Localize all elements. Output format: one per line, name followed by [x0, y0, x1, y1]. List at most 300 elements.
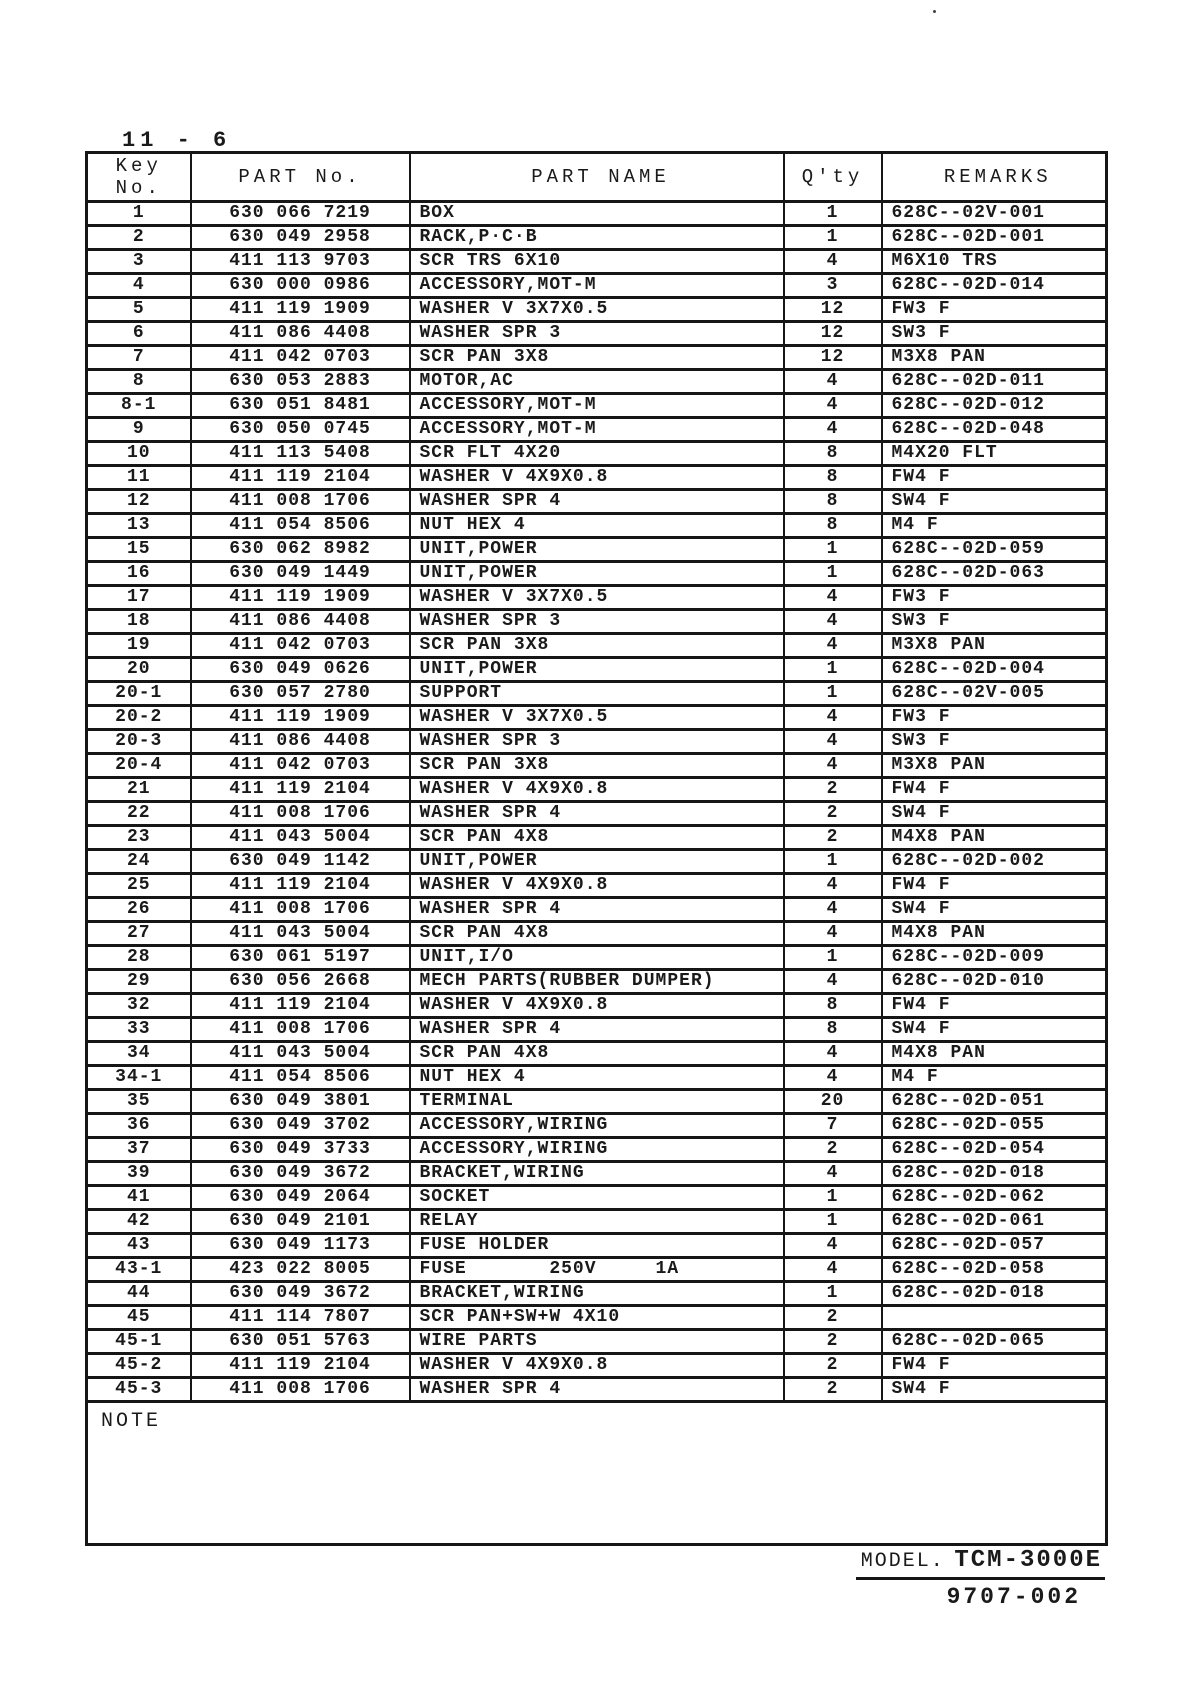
cell-part-name: NUT HEX 4: [410, 514, 784, 538]
cell-key-no: 45-1: [87, 1330, 191, 1354]
model-label: MODEL.: [860, 1550, 945, 1573]
cell-part-no: 630 057 2780: [191, 682, 410, 706]
cell-key-no: 17: [87, 586, 191, 610]
cell-part-name: ACCESSORY,MOT-M: [410, 274, 784, 298]
cell-remarks: M3X8 PAN: [882, 634, 1107, 658]
cell-part-no: 411 043 5004: [191, 826, 410, 850]
cell-qty: 1: [784, 226, 882, 250]
cell-part-no: 630 000 0986: [191, 274, 410, 298]
cell-part-name: WASHER V 4X9X0.8: [410, 778, 784, 802]
cell-qty: 1: [784, 538, 882, 562]
cell-part-no: 630 066 7219: [191, 202, 410, 226]
table-row: [87, 1042, 1107, 1066]
cell-qty: 4: [784, 970, 882, 994]
table-row: [87, 610, 1107, 634]
cell-qty: 1: [784, 946, 882, 970]
cell-remarks: 628C--02V-001: [882, 202, 1107, 226]
cell-key-no: 10: [87, 442, 191, 466]
cell-key-no: 15: [87, 538, 191, 562]
cell-qty: 1: [784, 850, 882, 874]
table-row: [87, 1066, 1107, 1090]
table-row: [87, 1354, 1107, 1378]
cell-part-no: 411 114 7807: [191, 1306, 410, 1330]
cell-key-no: 26: [87, 898, 191, 922]
cell-qty: 4: [784, 1066, 882, 1090]
cell-qty: 4: [784, 370, 882, 394]
cell-part-name: SCR PAN 4X8: [410, 922, 784, 946]
cell-part-name: SCR PAN 4X8: [410, 826, 784, 850]
column-header: Key No.: [87, 153, 191, 202]
table-row: [87, 970, 1107, 994]
cell-qty: 4: [784, 754, 882, 778]
cell-remarks: 628C--02D-018: [882, 1162, 1107, 1186]
cell-key-no: 13: [87, 514, 191, 538]
table-row: [87, 490, 1107, 514]
cell-qty: 4: [784, 922, 882, 946]
cell-part-no: 411 008 1706: [191, 898, 410, 922]
cell-remarks: 628C--02D-057: [882, 1234, 1107, 1258]
cell-part-name: WASHER V 3X7X0.5: [410, 298, 784, 322]
cell-remarks: 628C--02D-012: [882, 394, 1107, 418]
cell-qty: 4: [784, 706, 882, 730]
cell-qty: 8: [784, 466, 882, 490]
cell-part-name: WASHER V 4X9X0.8: [410, 874, 784, 898]
cell-qty: 4: [784, 394, 882, 418]
cell-part-no: 630 051 5763: [191, 1330, 410, 1354]
cell-part-name: ACCESSORY,WIRING: [410, 1114, 784, 1138]
table-row: [87, 682, 1107, 706]
table-row: [87, 1210, 1107, 1234]
cell-remarks: SW4 F: [882, 898, 1107, 922]
cell-remarks: M4X8 PAN: [882, 826, 1107, 850]
cell-part-no: 411 119 2104: [191, 994, 410, 1018]
cell-part-name: BRACKET,WIRING: [410, 1162, 784, 1186]
cell-qty: 1: [784, 682, 882, 706]
cell-part-no: 411 008 1706: [191, 1378, 410, 1402]
table-row: [87, 1186, 1107, 1210]
cell-qty: 8: [784, 994, 882, 1018]
cell-key-no: 5: [87, 298, 191, 322]
cell-part-no: 630 049 0626: [191, 658, 410, 682]
cell-key-no: 12: [87, 490, 191, 514]
cell-part-name: WASHER SPR 4: [410, 1378, 784, 1402]
cell-qty: 8: [784, 490, 882, 514]
cell-remarks: 628C--02D-065: [882, 1330, 1107, 1354]
cell-part-name: SCR PAN 4X8: [410, 1042, 784, 1066]
cell-qty: 12: [784, 322, 882, 346]
table-row: [87, 394, 1107, 418]
cell-remarks: M4X8 PAN: [882, 1042, 1107, 1066]
cell-key-no: 7: [87, 346, 191, 370]
cell-remarks: SW4 F: [882, 1018, 1107, 1042]
cell-qty: 4: [784, 1234, 882, 1258]
cell-part-no: 411 042 0703: [191, 346, 410, 370]
cell-remarks: 628C--02D-014: [882, 274, 1107, 298]
cell-remarks: 628C--02D-055: [882, 1114, 1107, 1138]
cell-qty: 4: [784, 1162, 882, 1186]
cell-qty: 2: [784, 1306, 882, 1330]
cell-part-no: 411 119 2104: [191, 778, 410, 802]
table-row: [87, 370, 1107, 394]
cell-key-no: 16: [87, 562, 191, 586]
cell-qty: 4: [784, 730, 882, 754]
cell-remarks: FW3 F: [882, 706, 1107, 730]
table-row: [87, 994, 1107, 1018]
cell-part-name: TERMINAL: [410, 1090, 784, 1114]
cell-key-no: 20-3: [87, 730, 191, 754]
cell-part-no: 411 119 1909: [191, 586, 410, 610]
table-row: [87, 874, 1107, 898]
table-row: [87, 346, 1107, 370]
cell-part-name: FUSE HOLDER: [410, 1234, 784, 1258]
cell-part-no: 630 050 0745: [191, 418, 410, 442]
cell-qty: 4: [784, 1258, 882, 1282]
cell-key-no: 20-4: [87, 754, 191, 778]
cell-part-no: 411 119 2104: [191, 466, 410, 490]
cell-remarks: FW4 F: [882, 874, 1107, 898]
cell-key-no: 45: [87, 1306, 191, 1330]
cell-remarks: 628C--02D-063: [882, 562, 1107, 586]
cell-part-name: UNIT,POWER: [410, 850, 784, 874]
cell-qty: 4: [784, 1042, 882, 1066]
cell-key-no: 45-2: [87, 1354, 191, 1378]
cell-key-no: 11: [87, 466, 191, 490]
table-row: [87, 1090, 1107, 1114]
cell-part-no: 411 119 2104: [191, 1354, 410, 1378]
cell-qty: 20: [784, 1090, 882, 1114]
cell-qty: 7: [784, 1114, 882, 1138]
table-row: [87, 1282, 1107, 1306]
scan-speck: [933, 10, 936, 13]
cell-part-name: ACCESSORY,MOT-M: [410, 418, 784, 442]
cell-key-no: 18: [87, 610, 191, 634]
table-row: [87, 1258, 1107, 1282]
cell-part-no: 411 086 4408: [191, 610, 410, 634]
cell-part-name: WASHER SPR 4: [410, 1018, 784, 1042]
table-row: [87, 298, 1107, 322]
column-header: REMARKS: [882, 153, 1107, 202]
cell-remarks: SW3 F: [882, 322, 1107, 346]
cell-part-no: 630 053 2883: [191, 370, 410, 394]
cell-remarks: 628C--02D-058: [882, 1258, 1107, 1282]
cell-key-no: 43: [87, 1234, 191, 1258]
cell-part-no: 411 119 1909: [191, 706, 410, 730]
table-row: [87, 706, 1107, 730]
cell-remarks: M4X8 PAN: [882, 922, 1107, 946]
cell-remarks: M6X10 TRS: [882, 250, 1107, 274]
cell-remarks: 628C--02D-011: [882, 370, 1107, 394]
table-row: [87, 418, 1107, 442]
table-row: [87, 658, 1107, 682]
table-row: [87, 754, 1107, 778]
cell-qty: 2: [784, 1354, 882, 1378]
cell-key-no: 21: [87, 778, 191, 802]
cell-qty: 1: [784, 658, 882, 682]
cell-remarks: M3X8 PAN: [882, 346, 1107, 370]
cell-part-name: WASHER V 4X9X0.8: [410, 466, 784, 490]
cell-part-name: SCR PAN 3X8: [410, 754, 784, 778]
cell-part-no: 411 042 0703: [191, 634, 410, 658]
table-row: [87, 922, 1107, 946]
cell-part-no: 630 049 3733: [191, 1138, 410, 1162]
cell-qty: 4: [784, 586, 882, 610]
cell-part-no: 630 051 8481: [191, 394, 410, 418]
cell-remarks: 628C--02D-001: [882, 226, 1107, 250]
table-row: [87, 946, 1107, 970]
cell-key-no: 23: [87, 826, 191, 850]
cell-part-name: BRACKET,WIRING: [410, 1282, 784, 1306]
cell-part-name: SCR PAN 3X8: [410, 634, 784, 658]
note-cell: NOTE: [87, 1402, 1107, 1545]
cell-part-no: 630 049 3672: [191, 1282, 410, 1306]
note-row: [87, 1402, 1107, 1545]
cell-key-no: 20-2: [87, 706, 191, 730]
table-row: [87, 730, 1107, 754]
cell-part-name: SUPPORT: [410, 682, 784, 706]
cell-part-no: 630 049 1142: [191, 850, 410, 874]
cell-remarks: 628C--02D-061: [882, 1210, 1107, 1234]
cell-part-name: WASHER SPR 3: [410, 610, 784, 634]
table-row: [87, 634, 1107, 658]
cell-part-no: 411 008 1706: [191, 490, 410, 514]
cell-qty: 12: [784, 298, 882, 322]
cell-remarks: FW4 F: [882, 994, 1107, 1018]
cell-part-no: 630 049 3672: [191, 1162, 410, 1186]
cell-remarks: 628C--02D-018: [882, 1282, 1107, 1306]
cell-key-no: 8: [87, 370, 191, 394]
cell-part-name: WASHER SPR 4: [410, 490, 784, 514]
cell-qty: 2: [784, 1378, 882, 1402]
cell-remarks: SW4 F: [882, 490, 1107, 514]
cell-key-no: 44: [87, 1282, 191, 1306]
cell-key-no: 24: [87, 850, 191, 874]
cell-part-no: 630 049 2101: [191, 1210, 410, 1234]
table-row: [87, 1162, 1107, 1186]
cell-part-name: WASHER V 4X9X0.8: [410, 994, 784, 1018]
cell-part-name: SCR FLT 4X20: [410, 442, 784, 466]
cell-key-no: 43-1: [87, 1258, 191, 1282]
table-row: [87, 1234, 1107, 1258]
cell-part-name: WASHER SPR 3: [410, 322, 784, 346]
table-row: [87, 562, 1107, 586]
cell-key-no: 42: [87, 1210, 191, 1234]
cell-remarks: M4 F: [882, 1066, 1107, 1090]
cell-part-no: 630 049 1173: [191, 1234, 410, 1258]
cell-key-no: 36: [87, 1114, 191, 1138]
cell-part-name: FUSE 250V 1A: [410, 1258, 784, 1282]
table-row: [87, 586, 1107, 610]
cell-part-name: WIRE PARTS: [410, 1330, 784, 1354]
cell-remarks: 628C--02D-004: [882, 658, 1107, 682]
cell-part-no: 411 086 4408: [191, 322, 410, 346]
cell-remarks: SW4 F: [882, 802, 1107, 826]
cell-part-no: 630 049 2064: [191, 1186, 410, 1210]
cell-qty: 2: [784, 778, 882, 802]
cell-remarks: FW3 F: [882, 298, 1107, 322]
table-row: [87, 1306, 1107, 1330]
cell-remarks: SW4 F: [882, 1378, 1107, 1402]
cell-part-no: 411 054 8506: [191, 514, 410, 538]
cell-key-no: 34-1: [87, 1066, 191, 1090]
cell-part-name: SOCKET: [410, 1186, 784, 1210]
cell-remarks: 628C--02D-051: [882, 1090, 1107, 1114]
cell-part-no: 423 022 8005: [191, 1258, 410, 1282]
cell-part-name: UNIT,POWER: [410, 658, 784, 682]
cell-part-no: 411 054 8506: [191, 1066, 410, 1090]
table-row: [87, 1018, 1107, 1042]
cell-part-no: 411 042 0703: [191, 754, 410, 778]
cell-part-no: 411 113 5408: [191, 442, 410, 466]
cell-part-name: BOX: [410, 202, 784, 226]
cell-part-no: 411 043 5004: [191, 922, 410, 946]
cell-part-no: 411 008 1706: [191, 802, 410, 826]
parts-table: [85, 151, 1108, 1546]
table-row: [87, 778, 1107, 802]
cell-key-no: 19: [87, 634, 191, 658]
table-row: [87, 826, 1107, 850]
table-row: [87, 226, 1107, 250]
cell-key-no: 28: [87, 946, 191, 970]
cell-qty: 2: [784, 1138, 882, 1162]
table-row: [87, 1114, 1107, 1138]
cell-part-name: NUT HEX 4: [410, 1066, 784, 1090]
table-row: [87, 898, 1107, 922]
column-header: Q'ty: [784, 153, 882, 202]
cell-qty: 8: [784, 442, 882, 466]
cell-key-no: 27: [87, 922, 191, 946]
cell-key-no: 20-1: [87, 682, 191, 706]
cell-part-no: 630 062 8982: [191, 538, 410, 562]
cell-remarks: FW3 F: [882, 586, 1107, 610]
cell-remarks: M3X8 PAN: [882, 754, 1107, 778]
cell-remarks: M4 F: [882, 514, 1107, 538]
table-row: [87, 466, 1107, 490]
cell-key-no: 9: [87, 418, 191, 442]
cell-part-no: 411 086 4408: [191, 730, 410, 754]
cell-key-no: 33: [87, 1018, 191, 1042]
cell-remarks: FW4 F: [882, 1354, 1107, 1378]
table-row: [87, 1378, 1107, 1402]
cell-remarks: 628C--02D-002: [882, 850, 1107, 874]
table-row: [87, 850, 1107, 874]
model-line: [856, 1547, 1105, 1580]
cell-part-name: UNIT,POWER: [410, 562, 784, 586]
cell-key-no: 39: [87, 1162, 191, 1186]
cell-key-no: 22: [87, 802, 191, 826]
cell-qty: 8: [784, 1018, 882, 1042]
cell-qty: 4: [784, 874, 882, 898]
cell-key-no: 6: [87, 322, 191, 346]
cell-qty: 1: [784, 202, 882, 226]
cell-qty: 2: [784, 826, 882, 850]
cell-key-no: 3: [87, 250, 191, 274]
cell-key-no: 34: [87, 1042, 191, 1066]
cell-part-no: 411 119 2104: [191, 874, 410, 898]
cell-part-name: SCR TRS 6X10: [410, 250, 784, 274]
cell-part-name: MOTOR,AC: [410, 370, 784, 394]
table-row: [87, 322, 1107, 346]
cell-remarks: 628C--02D-059: [882, 538, 1107, 562]
cell-part-name: UNIT,I/O: [410, 946, 784, 970]
table-row: [87, 538, 1107, 562]
cell-remarks: FW4 F: [882, 778, 1107, 802]
column-header: PART No.: [191, 153, 410, 202]
cell-qty: 2: [784, 802, 882, 826]
cell-part-name: RELAY: [410, 1210, 784, 1234]
table-row: [87, 514, 1107, 538]
cell-part-no: 630 061 5197: [191, 946, 410, 970]
cell-part-no: 411 043 5004: [191, 1042, 410, 1066]
cell-qty: 1: [784, 1186, 882, 1210]
cell-qty: 1: [784, 562, 882, 586]
cell-remarks: 628C--02D-010: [882, 970, 1107, 994]
cell-remarks: 628C--02V-005: [882, 682, 1107, 706]
cell-qty: 3: [784, 274, 882, 298]
cell-remarks: 628C--02D-048: [882, 418, 1107, 442]
cell-part-name: UNIT,POWER: [410, 538, 784, 562]
cell-remarks: 628C--02D-062: [882, 1186, 1107, 1210]
cell-remarks: 628C--02D-054: [882, 1138, 1107, 1162]
table-body: [87, 202, 1107, 1402]
cell-qty: 1: [784, 1210, 882, 1234]
cell-part-no: 630 049 1449: [191, 562, 410, 586]
cell-part-no: 630 049 3801: [191, 1090, 410, 1114]
cell-key-no: 45-3: [87, 1378, 191, 1402]
cell-part-name: WASHER V 3X7X0.5: [410, 586, 784, 610]
cell-qty: 4: [784, 634, 882, 658]
cell-qty: 4: [784, 898, 882, 922]
cell-part-no: 630 049 2958: [191, 226, 410, 250]
cell-part-no: 411 113 9703: [191, 250, 410, 274]
cell-part-name: WASHER SPR 4: [410, 898, 784, 922]
cell-part-name: WASHER V 3X7X0.5: [410, 706, 784, 730]
model-block: [856, 1547, 1105, 1610]
cell-key-no: 4: [87, 274, 191, 298]
cell-qty: 8: [784, 514, 882, 538]
cell-part-name: SCR PAN 3X8: [410, 346, 784, 370]
cell-part-name: WASHER V 4X9X0.8: [410, 1354, 784, 1378]
cell-part-name: ACCESSORY,WIRING: [410, 1138, 784, 1162]
table-row: [87, 442, 1107, 466]
cell-qty: 4: [784, 418, 882, 442]
model-value: TCM-3000E: [954, 1547, 1102, 1574]
cell-key-no: 2: [87, 226, 191, 250]
table-row: [87, 802, 1107, 826]
cell-part-no: 630 049 3702: [191, 1114, 410, 1138]
cell-key-no: 35: [87, 1090, 191, 1114]
cell-part-name: WASHER SPR 3: [410, 730, 784, 754]
cell-qty: 12: [784, 346, 882, 370]
cell-part-name: RACK,P·C·B: [410, 226, 784, 250]
cell-part-no: 630 056 2668: [191, 970, 410, 994]
cell-remarks: SW3 F: [882, 610, 1107, 634]
cell-key-no: 8-1: [87, 394, 191, 418]
cell-part-name: MECH PARTS(RUBBER DUMPER): [410, 970, 784, 994]
cell-part-name: ACCESSORY,MOT-M: [410, 394, 784, 418]
table-row: [87, 1330, 1107, 1354]
cell-key-no: 1: [87, 202, 191, 226]
cell-qty: 2: [784, 1330, 882, 1354]
cell-qty: 1: [784, 1282, 882, 1306]
cell-qty: 4: [784, 610, 882, 634]
cell-qty: 4: [784, 250, 882, 274]
cell-part-name: WASHER SPR 4: [410, 802, 784, 826]
cell-remarks: [882, 1306, 1107, 1330]
cell-part-no: 411 119 1909: [191, 298, 410, 322]
cell-key-no: 32: [87, 994, 191, 1018]
table-row: [87, 1138, 1107, 1162]
doc-number: 9707-002: [946, 1584, 1081, 1610]
